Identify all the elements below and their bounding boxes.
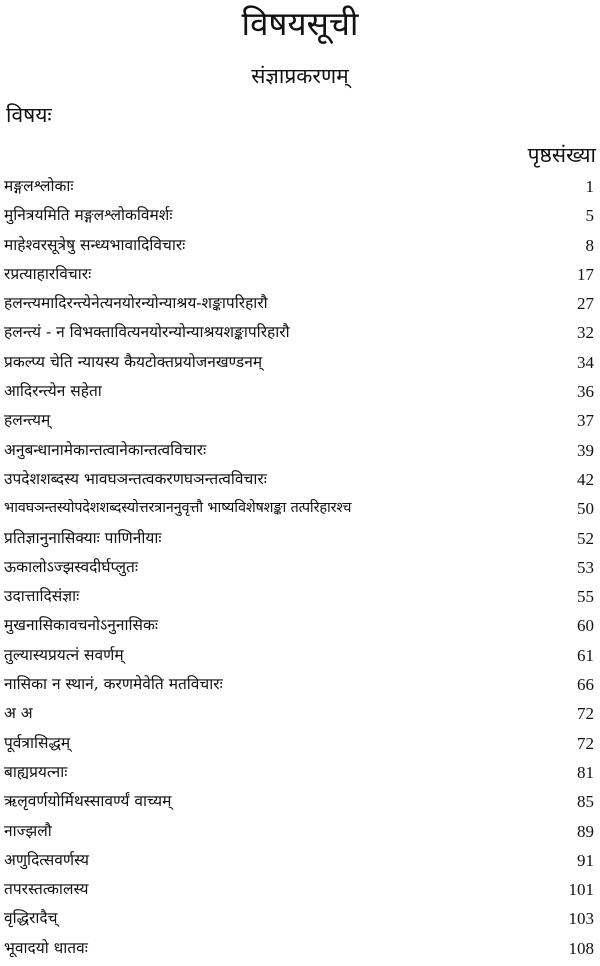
toc-entry: [0, 494, 600, 523]
toc-entry-topic: हलन्त्यं - न विभक्तावित्यनयोरन्योन्याश्रयशङ्कापरिहारौ: [4, 323, 290, 342]
toc-entry: [0, 787, 600, 816]
toc-entry-topic: नाज्झलौ: [4, 821, 52, 840]
toc-entry-topic: मङ्गलश्लोकाः: [4, 177, 74, 195]
toc-entry-page: 108: [568, 938, 594, 958]
toc-entry-page: 101: [568, 880, 594, 900]
toc-entry-page: 39: [577, 440, 594, 460]
toc-entry: [0, 729, 600, 758]
toc-entry-topic: रप्रत्याहारविचारः: [4, 264, 92, 283]
toc-entry-topic: ऊकालोऽज्झस्वदीर्घप्लुतः: [4, 557, 139, 576]
toc-entry-topic: आदिरन्त्येन सहेता: [4, 382, 102, 401]
toc-entry-topic: ऋलृवर्णयोर्मिथस्सावर्ण्यं वाच्यम्: [4, 792, 172, 811]
toc-entry-page: 55: [577, 587, 594, 607]
toc-entry-topic: तपरस्तत्कालस्य: [4, 880, 89, 899]
toc-entry: [0, 641, 600, 670]
toc-entry-topic: उदात्तादिसंज्ञाः: [4, 587, 80, 606]
toc-entry: [0, 904, 600, 933]
toc-entry: [0, 582, 600, 611]
toc-entry: [0, 348, 600, 377]
toc-entry-topic: नासिका न स्थानं, करणमेवेति मतविचारः: [4, 675, 223, 694]
toc-entry-page: 66: [577, 675, 594, 695]
toc-entry-topic: माहेश्वरसूत्रेषु सन्ध्यभावादिविचारः: [4, 235, 186, 254]
toc-entry-topic: हलन्त्यम्: [4, 411, 51, 430]
toc-entry: [0, 377, 600, 406]
subject-column-heading: विषयः: [6, 103, 52, 127]
toc-entry: [0, 289, 600, 318]
toc-entry-page: 34: [577, 352, 594, 372]
toc-entry: [0, 934, 600, 963]
toc-entry-page: 32: [577, 323, 594, 343]
toc-entry-page: 27: [577, 294, 594, 314]
toc-entry: [0, 611, 600, 640]
toc-entry-topic: उपदेशशब्दस्य भावघञन्तत्वकरणघञन्तत्वविचारः: [4, 469, 267, 488]
section-subtitle: संज्ञाप्रकरणम्: [251, 64, 349, 88]
page-number-column-heading: पृष्ठसंख्या: [527, 143, 596, 167]
toc-entry-topic: भावघञन्तस्योपदेशशब्दस्योत्तरत्राननुवृत्तौ भाष्यविशेषशङ्का तत्परिहारश्च: [4, 500, 352, 517]
toc-entry-page: 52: [577, 528, 594, 548]
toc-entry: [0, 436, 600, 465]
toc-entry: [0, 406, 600, 435]
toc-entry: [0, 260, 600, 289]
toc-entry-topic: अनुबन्धानामेकान्तत्वानेकान्तत्वविचारः: [4, 440, 207, 459]
toc-entry: [0, 553, 600, 582]
toc-entry-page: 53: [577, 557, 594, 577]
toc-entry-topic: भूवादयो धातवः: [4, 938, 88, 957]
toc-entry-topic: मुनित्रयमिति मङ्गलश्लोकविमर्शः: [4, 206, 173, 225]
toc-entry-page: 8: [585, 235, 594, 255]
toc-entry: [0, 465, 600, 494]
toc-entry-page: 36: [577, 382, 594, 402]
toc-entry-page: 103: [568, 909, 594, 929]
toc-list: [0, 172, 600, 963]
toc-entry-page: 72: [577, 733, 594, 753]
toc-entry: [0, 318, 600, 347]
toc-entry-topic: प्रतिज्ञानुनासिक्याः पाणिनीयाः: [4, 528, 162, 547]
toc-entry: [0, 846, 600, 875]
toc-entry: [0, 875, 600, 904]
toc-entry-page: 42: [577, 469, 594, 489]
toc-entry: [0, 201, 600, 230]
toc-entry-page: 37: [577, 411, 594, 431]
toc-entry-topic: हलन्त्यमादिरन्त्येनेत्यनयोरन्योन्याश्रय-शङ्कापरिहारौ: [4, 294, 268, 313]
toc-entry: [0, 758, 600, 787]
toc-entry-topic: प्रकल्प्य चेति न्यायस्य कैयटोक्तप्रयोजनखण्डनम्: [4, 352, 263, 371]
toc-entry-page: 81: [577, 762, 594, 782]
toc-entry-page: 89: [577, 821, 594, 841]
toc-entry: [0, 172, 600, 201]
toc-entry-page: 85: [577, 792, 594, 812]
toc-entry-topic: वृद्धिरादैच्: [4, 909, 58, 928]
toc-entry-topic: पूर्वत्रासिद्धम्: [4, 733, 71, 752]
toc-entry: [0, 231, 600, 260]
toc-entry-page: 50: [577, 499, 594, 519]
toc-entry: [0, 817, 600, 846]
toc-entry-page: 61: [577, 645, 594, 665]
toc-entry: [0, 699, 600, 728]
toc-entry-topic: मुखनासिकावचनोऽनुनासिकः: [4, 616, 159, 635]
toc-entry-page: 91: [577, 850, 594, 870]
toc-entry-topic: अणुदित्सवर्णस्य: [4, 850, 90, 869]
toc-entry-page: 72: [577, 704, 594, 724]
toc-entry-topic: अ अ: [4, 704, 33, 723]
toc-entry-page: 5: [585, 206, 594, 226]
toc-entry: [0, 670, 600, 699]
page-title: विषयसूची: [241, 4, 359, 43]
toc-entry-page: 60: [577, 616, 594, 636]
toc-entry-page: 17: [577, 264, 594, 284]
toc-entry-topic: बाह्यप्रयत्नाः: [4, 762, 68, 781]
toc-entry: [0, 524, 600, 553]
toc-entry-topic: तुल्यास्यप्रयत्नं सवर्णम्: [4, 645, 124, 664]
toc-entry-page: 1: [585, 177, 594, 196]
